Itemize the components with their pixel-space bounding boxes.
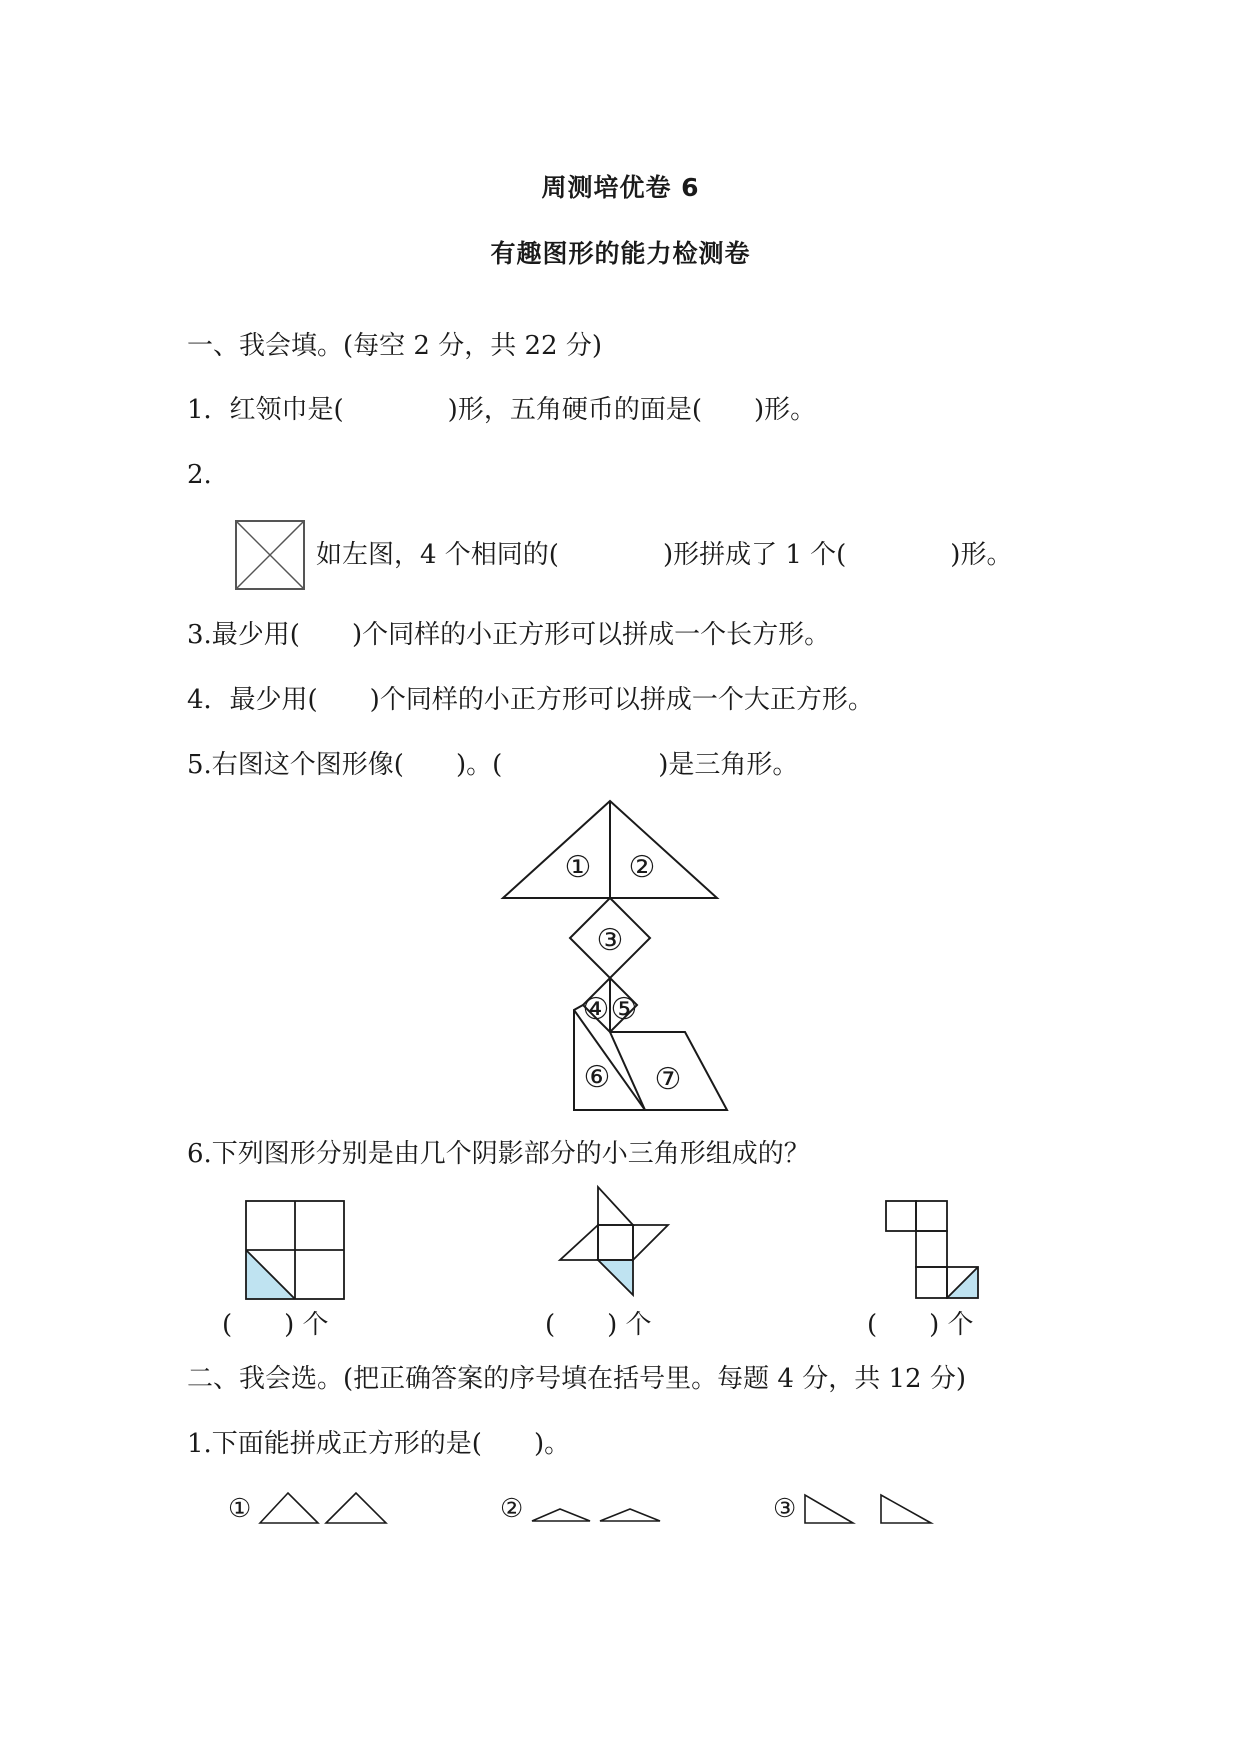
option-2-label: ② (500, 1494, 524, 1524)
section-2-heading: 二、我会选。(把正确答案的序号填在括号里。每题 4 分，共 12 分) (187, 1364, 966, 1394)
question-1-2-number: 2. (187, 460, 212, 490)
tangram-figure (495, 800, 735, 1112)
question-2-1: 1.下面能拼成正方形的是( )。 (187, 1429, 571, 1459)
option-2-triangles (530, 1495, 665, 1525)
tangram-label-5: ⑤ (610, 992, 638, 1027)
shaded-grid-figure (245, 1200, 345, 1300)
page-title: 周测培优卷 6 (541, 173, 700, 202)
section-1-heading: 一、我会填。(每空 2 分，共 22 分) (187, 331, 602, 361)
q6-answer-2: ( ) 个 (545, 1310, 652, 1340)
tangram-label-7: ⑦ (654, 1062, 682, 1097)
tangram-label-6: ⑥ (583, 1060, 611, 1095)
question-1-2: 如左图，4 个相同的( )形拼成了 1 个( )形。 (316, 540, 1013, 570)
shaded-pinwheel-figure (558, 1185, 670, 1297)
question-1-6: 6.下列图形分别是由几个阴影部分的小三角形组成的？ (187, 1139, 810, 1169)
tangram-label-1: ① (564, 850, 592, 885)
question-1-3: 3.最少用( )个同样的小正方形可以拼成一个长方形。 (187, 620, 831, 650)
page-subtitle: 有趣图形的能力检测卷 (490, 239, 751, 268)
question-1-4: 4．最少用( )个同样的小正方形可以拼成一个大正方形。 (187, 685, 874, 715)
question-1-1: 1．红领巾是( )形，五角硬币的面是( )形。 (187, 395, 817, 425)
option-1-triangles (258, 1489, 390, 1525)
q6-answer-3: ( ) 个 (867, 1310, 974, 1340)
option-3-label: ③ (773, 1494, 797, 1524)
tangram-label-2: ② (628, 850, 656, 885)
option-3-triangles (803, 1489, 938, 1525)
question-1-5: 5.右图这个图形像( )。( )是三角形。 (187, 750, 799, 780)
shaded-staircase-figure (885, 1200, 980, 1300)
q6-answer-1: ( ) 个 (222, 1310, 329, 1340)
tangram-label-3: ③ (596, 923, 624, 958)
square-diagonals-figure (235, 520, 305, 590)
tangram-label-4: ④ (582, 992, 610, 1027)
option-1-label: ① (228, 1494, 252, 1524)
